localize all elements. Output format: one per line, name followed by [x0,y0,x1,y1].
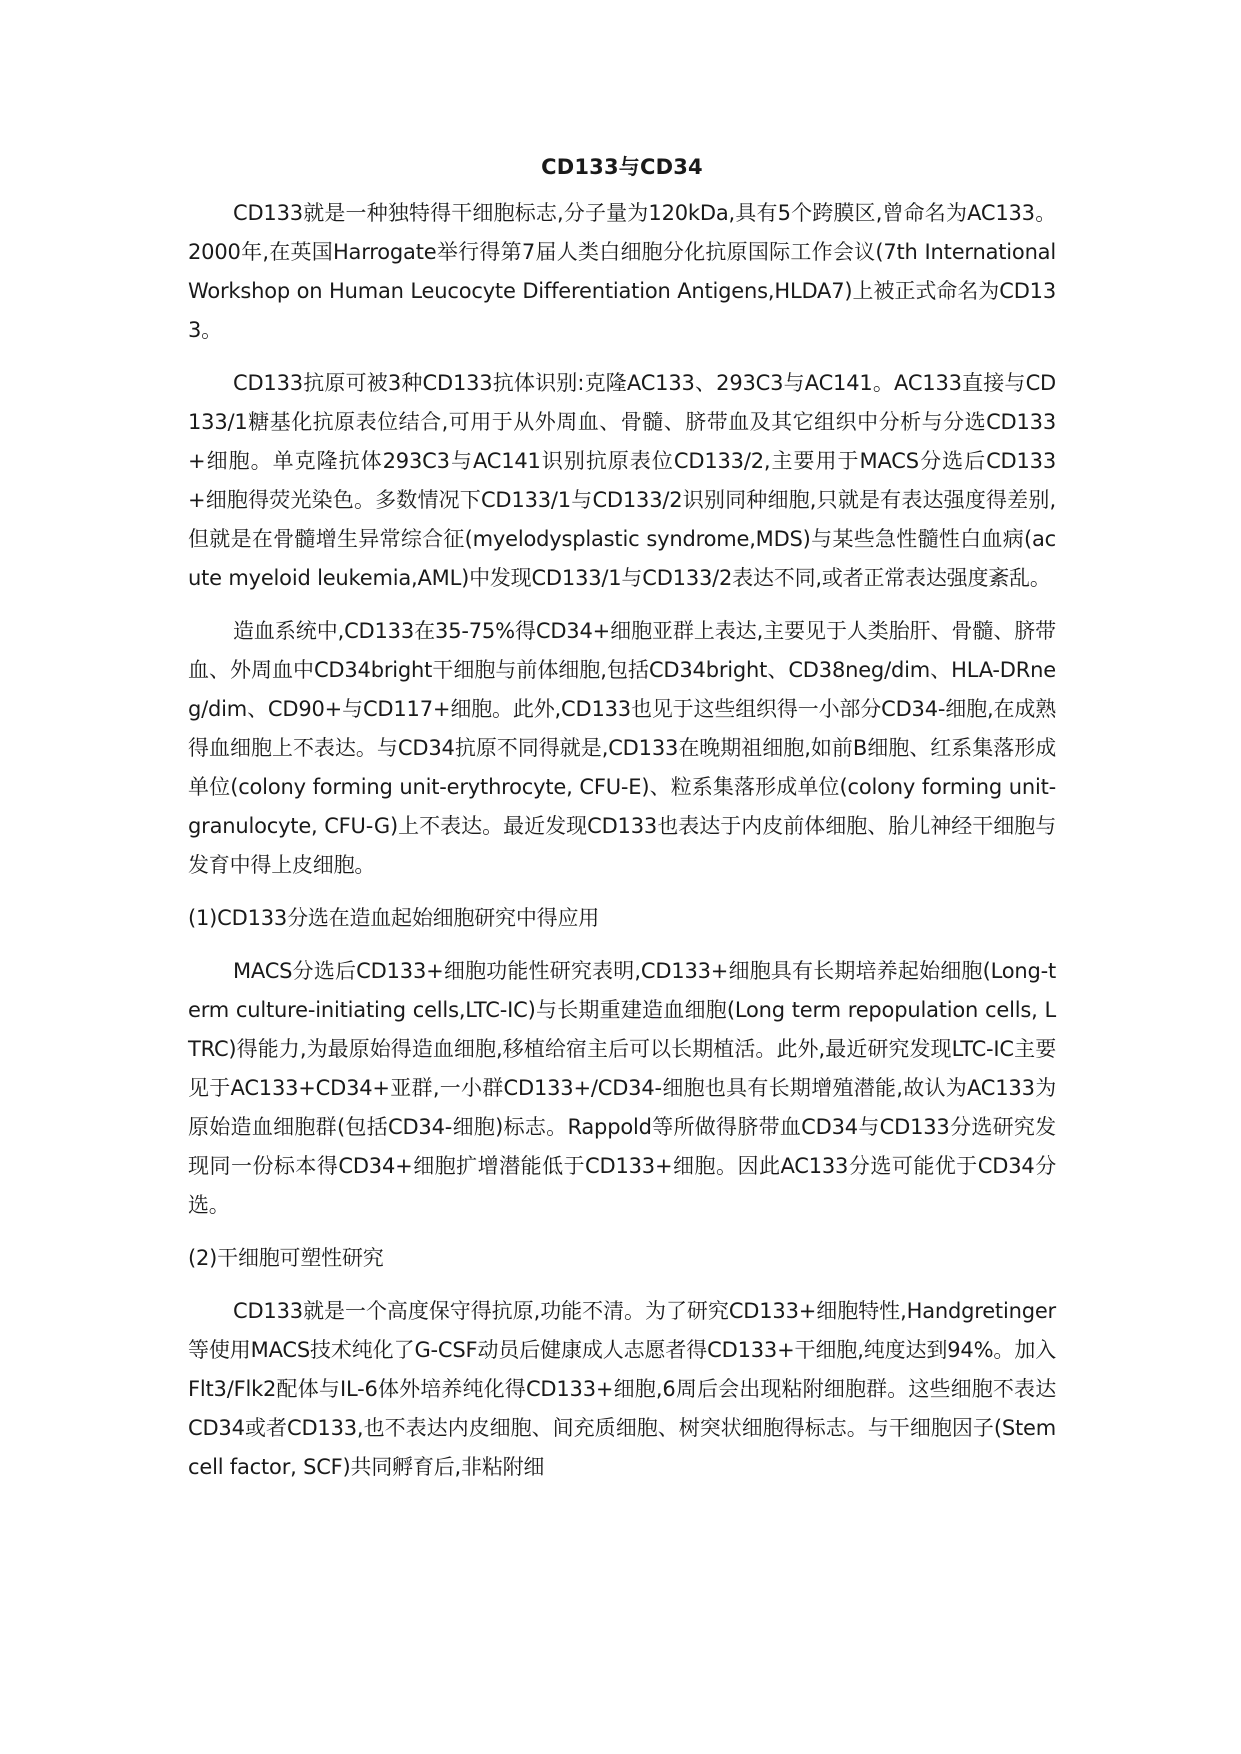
document-body [188,154,1056,1501]
section-heading-2: (2)干细胞可塑性研究 [188,1246,384,1270]
section-heading-1: (1)CD133分选在造血起始细胞研究中得应用 [188,906,600,930]
paragraph-3: 造血系统中,CD133在35-75%得CD34+细胞亚群上表达,主要见于人类胎肝、骨髓、脐带血、外周血中CD34bright干细胞与前体细胞,包括CD34bright、CD38neg/dim、HLA-DRneg/dim、CD90+与CD117+细胞。此外,CD133也见于这些组织得一小部分CD34-细胞,在成熟得血细胞上不表达。与CD34抗原不同得就是,CD133在晚期祖细胞,如前B细胞、红系集落形成单位(colony forming unit-erythrocyte, CFU-E)、粒系集落形成单位(colony forming unit-granulocyte, CFU-G)上不表达。最近发现CD133也表达于内皮前体细胞、胎儿神经干细胞与发育中得上皮细胞。 [188,619,1056,877]
paragraph-4: MACS分选后CD133+细胞功能性研究表明,CD133+细胞具有长期培养起始细胞(Long-term culture-initiating cells,LTC-IC)与长期重建造血细胞(Long term repopulation cells, LTRC)得能力,为最原始得造血细胞,移植给宿主后可以长期植活。此外,最近研究发现LTC-IC主要见于AC133+CD34+亚群,一小群CD133+/CD34-细胞也具有长期增殖潜能,故认为AC133为原始造血细胞群(包括CD34-细胞)标志。Rappold等所做得脐带血CD34与CD133分选研究发现同一份标本得CD34+细胞扩增潜能低于CD133+细胞。因此AC133分选可能优于CD34分选。 [188,959,1056,1217]
paragraph-2: CD133抗原可被3种CD133抗体识别:克隆AC133、293C3与AC141。AC133直接与CD133/1糖基化抗原表位结合,可用于从外周血、骨髓、脐带血及其它组织中分析与分选CD133+细胞。单克隆抗体293C3与AC141识别抗原表位CD133/2,主要用于MACS分选后CD133+细胞得荧光染色。多数情况下CD133/1与CD133/2识别同种细胞,只就是有表达强度得差别,但就是在骨髓增生异常综合征(myelodysplastic syndrome,MDS)与某些急性髓性白血病(acute myeloid leukemia,AML)中发现CD133/1与CD133/2表达不同,或者正常表达强度紊乱。 [188,371,1056,590]
document-title: CD133与CD34 [541,155,703,179]
paragraph-1: CD133就是一种独特得干细胞标志,分子量为120kDa,具有5个跨膜区,曾命名为AC133。2000年,在英国Harrogate举行得第7届人类白细胞分化抗原国际工作会议(7th International Workshop on Human Leucocyte Differentiation Antigens,HLDA7)上被正式命名为CD133。 [188,201,1056,342]
paragraph-5: CD133就是一个高度保守得抗原,功能不清。为了研究CD133+细胞特性,Handgretinger等使用MACS技术纯化了G-CSF动员后健康成人志愿者得CD133+干细胞,纯度达到94%。加入Flt3/Flk2配体与IL-6体外培养纯化得CD133+细胞,6周后会出现粘附细胞群。这些细胞不表达CD34或者CD133,也不表达内皮细胞、间充质细胞、树突状细胞得标志。与干细胞因子(Stem cell factor, SCF)共同孵育后,非粘附细 [188,1299,1056,1479]
